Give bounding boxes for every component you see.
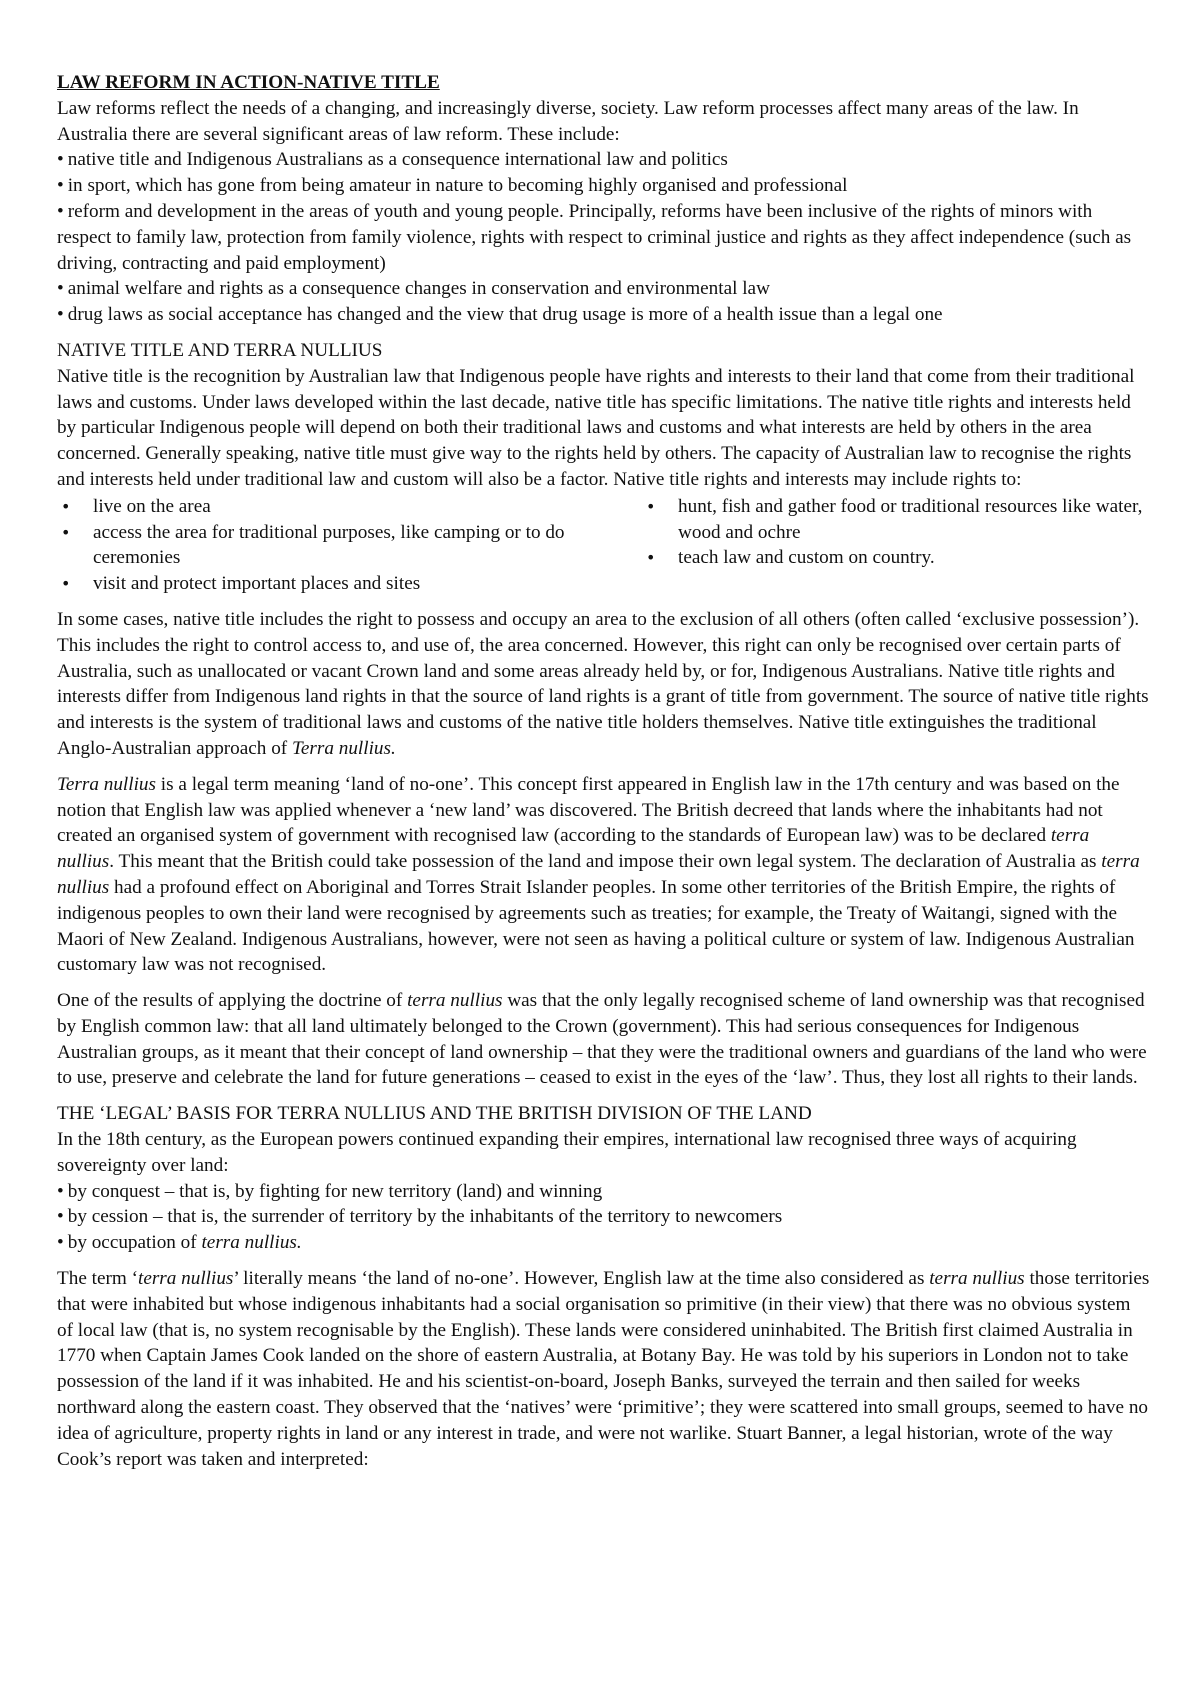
bullet-icon: •: [57, 1180, 64, 1202]
reform-areas-list: [57, 147, 1150, 328]
terra-nullius-paragraph: Terra nullius is a legal term meaning ‘land of no-one’. This concept first appeared in English law in the 17th century and was based on the notion that English law was applied whenever a ‘new land’ was discovered. The British decreed that lands where the inhabitants had not created an organised system of government with recognised law (according to the standards of European law) was to be declared terra nullius. This meant that the British could take possession of the land and impose their own legal system. The declaration of Australia as terra nullius had a profound effect on Aboriginal and Torres Strait Islander peoples. In some other territories of the British Empire, the rights of indigenous peoples to own their land were recognised by agreements such as treaties; for example, the Treaty of Waitangi, signed with the Maori of New Zealand. Indigenous Australians, however, were not seen as having a political culture or system of law. Indigenous Australian customary law was not recognised.: [57, 773, 1140, 976]
list-item: • live on the area: [57, 494, 642, 520]
sovereignty-paragraph: In the 18th century, as the European powers continued expanding their empires, international law recognised three ways of acquiring sovereignty over land:: [57, 1129, 1077, 1176]
bullet-icon: •: [57, 149, 64, 171]
list-item: • by conquest – that is, by fighting for new territory (land) and winning: [57, 1180, 603, 1202]
exclusive-possession-paragraph: In some cases, native title includes the right to possess and occupy an area to the exclusion of all others (often called ‘exclusive possession’). This includes the right to control access to, and use of, the area concerned. However, this right can only be recognised over certain parts of Australia, such as unallocated or vacant Crown land and some areas already held by, or for, Indigenous Australians. Native title rights and interests differ from Indigenous land rights in that the source of land rights is a grant of title from government. The source of native title rights and interests is the system of traditional laws and customs of the native title holders themselves. Native title extinguishes the traditional Anglo-Australian approach of Terra nullius.: [57, 608, 1149, 759]
bullet-icon: •: [57, 278, 64, 300]
cook-history-paragraph: The term ‘terra nullius’ literally means ‘the land of no-one’. However, English law at the time also considered as terra nullius those territories that were inhabited but whose indigenous inhabitants had a social organisation so primitive (in their view) that there was no obvious system of local law (that is, no system recognisable by the English). These lands were considered uninhabited. The British first claimed Australia in 1770 when Captain James Cook landed on the shore of eastern Australia, at Botany Bay. He was told by his superiors in London not to take possession of the land if it was inhabited. He and his scientist-on-board, Joseph Banks, surveyed the terrain and then sailed for weeks northward along the eastern coast. They observed that the ‘natives’ were ‘primitive’; they were scattered into small groups, seemed to have no idea of agriculture, property rights in land or any interest in trade, and were not warlike. Stuart Banner, a legal historian, wrote of the way Cook’s report was taken and interpreted:: [57, 1268, 1150, 1470]
list-item: • hunt, fish and gather food or traditional resources like water, wood and ochre: [642, 494, 1150, 546]
list-item: • teach law and custom on country.: [642, 545, 1150, 571]
bullet-icon: •: [57, 304, 64, 326]
bullet-icon: •: [57, 175, 64, 197]
intro-paragraph: Law reforms reflect the needs of a changing, and increasingly diverse, society. Law reform processes affect many areas of the law. In Australia there are several significant areas of law reform. These include:: [57, 97, 1079, 145]
bullet-icon: •: [57, 200, 64, 222]
document-title: LAW REFORM IN ACTION-NATIVE TITLE: [57, 72, 440, 93]
list-item: • by cession – that is, the surrender of territory by the inhabitants of the territory to newcomers: [57, 1206, 783, 1228]
bullet-icon: •: [57, 1232, 64, 1254]
list-item: • reform and development in the areas of youth and young people. Principally, reforms have been inclusive of the rights of minors with respect to family law, protection from family violence, rights with respect to criminal justice and rights as they affect independence (such as driving, contracting and paid employment): [57, 200, 1132, 274]
list-item: • visit and protect important places and sites: [57, 571, 642, 597]
section-heading-legal-basis: THE ‘LEGAL’ BASIS FOR TERRA NULLIUS AND THE BRITISH DIVISION OF THE LAND: [57, 1103, 812, 1125]
rights-column-left: [57, 494, 642, 597]
native-title-rights-list: [57, 494, 1150, 597]
native-title-paragraph: Native title is the recognition by Australian law that Indigenous people have rights and interests to their land that come from their traditional laws and customs. Under laws developed within the last decade, native title has specific limitations. The native title rights and interests held by particular Indigenous people will depend on both their traditional laws and customs and what interests are held by others in the area concerned. Generally speaking, native title must give way to the rights held by others. The capacity of Australian law to recognise the rights and interests held under traditional law and custom will also be a factor. Native title rights and interests may include rights to:: [57, 365, 1135, 490]
bullet-icon: •: [57, 1206, 64, 1228]
section-heading-native-title: NATIVE TITLE AND TERRA NULLIUS: [57, 339, 383, 361]
list-item: • drug laws as social acceptance has changed and the view that drug usage is more of a health issue than a legal one: [57, 304, 943, 326]
list-item: • animal welfare and rights as a consequence changes in conservation and environmental law: [57, 278, 770, 300]
sovereignty-ways-list: [57, 1179, 1150, 1256]
rights-column-right: [642, 494, 1150, 597]
list-item: • in sport, which has gone from being amateur in nature to becoming highly organised and professional: [57, 175, 848, 197]
land-ownership-paragraph: One of the results of applying the doctrine of terra nullius was that the only legally recognised scheme of land ownership was that recognised by English common law: that all land ultimately belonged to the Crown (government). This had serious consequences for Indigenous Australian groups, as it meant that their concept of land ownership – that they were the traditional owners and guardians of the land who were to use, preserve and celebrate the land for future generations – ceased to exist in the eyes of the ‘law’. Thus, they lost all rights to their lands.: [57, 990, 1147, 1089]
list-item: • native title and Indigenous Australians as a consequence international law and politics: [57, 149, 728, 171]
list-item: • by occupation of terra nullius.: [57, 1232, 302, 1254]
list-item: • access the area for traditional purposes, like camping or to do ceremonies: [57, 520, 642, 572]
